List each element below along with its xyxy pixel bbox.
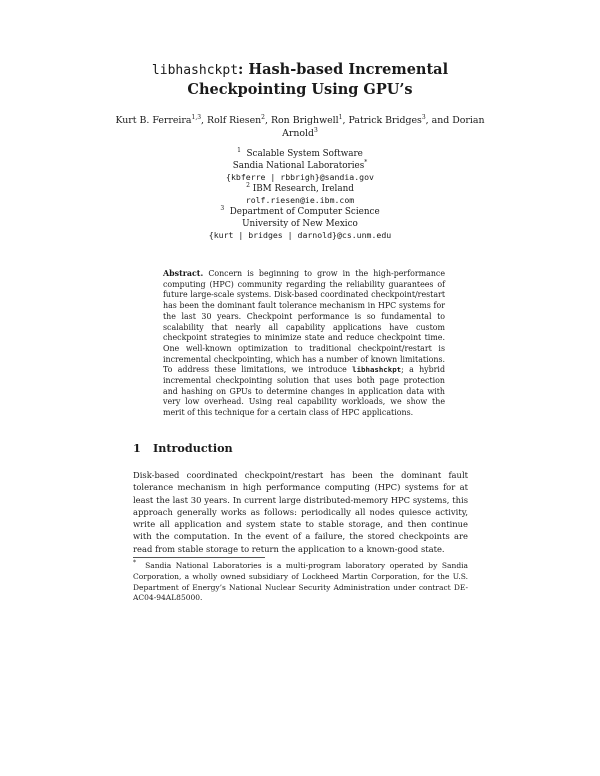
affiliation-3-email: {kurt | bridges | darnold}@cs.unm.edu [208, 230, 392, 241]
title-text: : Hash-based Incremental Checkpointing Using GPU’s [187, 61, 449, 98]
intro-paragraph: Disk-based coordinated checkpoint/restart has been the dominant fault tolerance mechanism in high performance computing (HPC) systems for at least the last 30 years. In current large distributed-memory HPC systems, this approach generally works as follows: periodically all nodes quiesce activity, write all application and system state to stable storage, and then continue with the computation. In the event of a failure, the stored checkpoints are read from stable storage to return the application to a known-good state. [133, 470, 468, 554]
section-number: 1 [133, 441, 141, 455]
abstract [163, 269, 445, 419]
abstract-text-1: Concern is beginning to grow in the high-performance computing (HPC) community regarding the reliability guarantees of future large-scale systems. Disk-based coordinated checkpoint/restart has been the dominant fault tolerance mechanism in HPC systems for the last 30 years. Checkpoint performance is so fundamental to scalability that nearly all capability applications have custom checkpoint strategies to minimize state and reduce checkpoint time. One well-known optimization to traditional checkpoint/restart is incremental checkpointing, which has a number of known limitations. To address these limitations, we introduce [163, 269, 445, 375]
abstract-text-2: ; a hybrid incremental checkpointing solution that uses both page protection and hashing on GPUs to determine changes in application data with very low overhead. Using real capability workloads, we show the merit of this technique for a certain class of HPC applications. [163, 365, 446, 418]
paper-title [100, 60, 500, 99]
author: Kurt B. Ferreira$^{1,3}$, [115, 113, 208, 126]
author: Ron Brighwell$^1$, [270, 113, 349, 126]
title-code: libhashckpt [151, 63, 239, 78]
section-title: Introduction [153, 441, 233, 455]
affiliation-1-org: $^1$ Scalable System Software [237, 147, 363, 159]
footnote-divider [133, 557, 265, 558]
affiliation-2-email: rolf.riesen@ie.ibm.com [245, 195, 355, 206]
author: Dorian Arnold$^3$ [282, 115, 485, 139]
affiliation-1-lab: Sandia National Laboratories* [232, 158, 368, 171]
footnote-marker: * [133, 559, 136, 567]
affiliation-1-email: {kbferre | rbbrigh}@sandia.gov [226, 172, 374, 183]
abstract-code: libhashckpt [352, 365, 402, 375]
affiliation-2-org: $^2$ IBM Research, Ireland [246, 181, 354, 194]
author: Rolf Riesen$^2$, [207, 113, 271, 126]
footnote [133, 561, 468, 604]
author: Patrick Bridges$^3$, and [348, 113, 453, 126]
abstract-label: Abstract. [163, 269, 204, 278]
affiliation-3-org: $^3$ Department of Computer Science [220, 205, 380, 217]
section-heading [133, 441, 233, 455]
footnote-text: Sandia National Laboratories is a multi-program laboratory operated by Sandia Corporation, a wholly owned subsidiary of Lockheed Martin Corporation, for the U.S. Department of Energy’s National Nuclear Security Administration under contract DE-AC04-94AL85000. [133, 561, 468, 603]
affiliation-3-univ: University of New Mexico [242, 218, 358, 229]
author-list [110, 114, 490, 140]
affiliations [150, 149, 450, 242]
